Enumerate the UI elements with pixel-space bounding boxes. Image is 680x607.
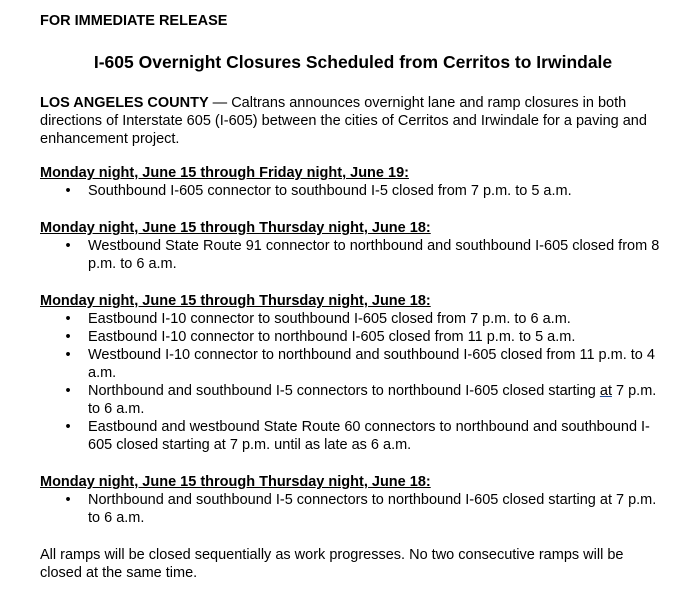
closure-item-text: Eastbound and westbound State Route 60 connectors to northbound and southbound I-605 closed starting at 7 p.m. until as late as 6 a.m. <box>88 419 650 453</box>
closure-list <box>40 237 666 273</box>
marked-word: at <box>599 383 612 399</box>
closure-item-text: Westbound I-10 connector to northbound and southbound I-605 closed from 11 p.m. to 4 a.m. <box>88 347 655 381</box>
section-heading: Monday night, June 15 through Thursday night, June 18: <box>40 474 431 490</box>
intro-paragraph <box>40 94 666 148</box>
closure-item <box>40 310 666 328</box>
closing-paragraph: All ramps will be closed sequentially as work progresses. No two consecutive ramps will be closed at the same time. <box>40 547 624 581</box>
closure-item-text: Northbound and southbound I-5 connectors to northbound I-605 closed starting <box>88 383 600 399</box>
closure-section <box>40 473 666 527</box>
headline: I-605 Overnight Closures Scheduled from Cerritos to Irwindale <box>93 52 613 72</box>
section-heading: Monday night, June 15 through Thursday night, June 18: <box>40 293 431 309</box>
closure-item-text: Westbound State Route 91 connector to northbound and southbound I-605 closed from 8 p.m. to 6 a.m. <box>88 238 660 272</box>
section-heading: Monday night, June 15 through Thursday night, June 18: <box>40 220 431 236</box>
closure-item-text: 7 p.m. to 6 a.m. <box>88 383 657 417</box>
bullet-icon: • <box>65 238 71 254</box>
closure-item <box>40 491 666 527</box>
bullet-icon: • <box>65 492 71 508</box>
bullet-icon: • <box>65 311 71 327</box>
bullet-icon: • <box>65 383 71 399</box>
closure-item <box>40 328 666 346</box>
release-label: FOR IMMEDIATE RELEASE <box>40 13 228 29</box>
section-heading: Monday night, June 15 through Friday night, June 19: <box>40 165 409 181</box>
closure-item-text: Eastbound I-10 connector to southbound I-605 closed from 7 p.m. to 6 a.m. <box>88 311 571 327</box>
bullet-icon: • <box>65 419 71 435</box>
closure-list <box>40 491 666 527</box>
closure-section <box>40 164 666 200</box>
closure-item <box>40 182 666 200</box>
closure-item-text: Southbound I-605 connector to southbound I-5 closed from 7 p.m. to 5 a.m. <box>88 183 572 199</box>
closure-item <box>40 418 666 454</box>
bullet-icon: • <box>65 329 71 345</box>
closure-item-text: Northbound and southbound I-5 connectors to northbound I-605 closed starting at 7 p.m. to 6 a.m. <box>88 492 657 526</box>
closure-section <box>40 219 666 273</box>
bullet-icon: • <box>65 183 71 199</box>
bullet-icon: • <box>65 347 71 363</box>
closure-list <box>40 182 666 200</box>
intro-county: LOS ANGELES COUNTY <box>40 95 209 111</box>
closure-item <box>40 237 666 273</box>
closure-section <box>40 292 666 454</box>
closure-list <box>40 310 666 454</box>
closure-item <box>40 382 666 418</box>
closure-item <box>40 346 666 382</box>
closure-sections <box>40 164 666 527</box>
intro-text: — Caltrans announces overnight lane and ramp closures in both directions of Interstate 605 (I-605) between the cities of Cerritos and Irwindale for a paving and enhancement project. <box>40 95 647 147</box>
closure-item-text: Eastbound I-10 connector to northbound I-605 closed from 11 p.m. to 5 a.m. <box>88 329 576 345</box>
